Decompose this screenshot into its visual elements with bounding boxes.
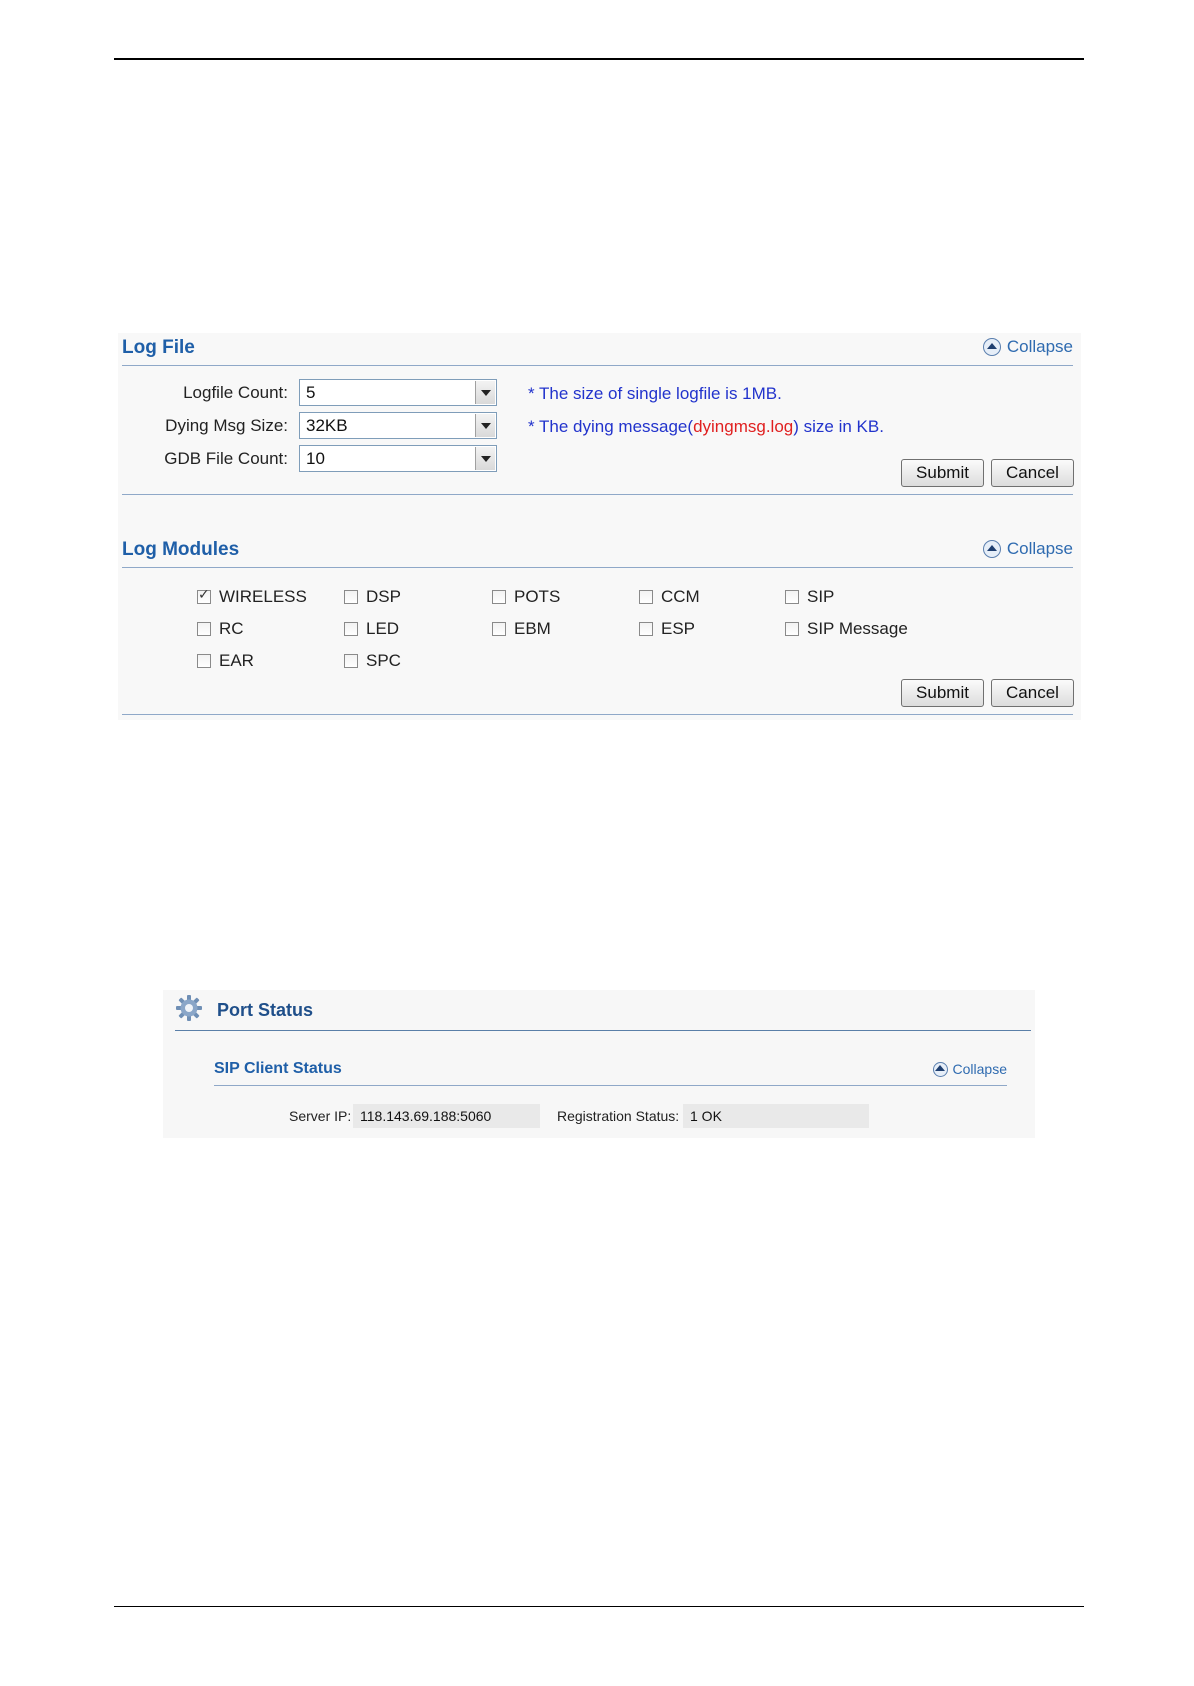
log-settings-panel [118,333,1081,720]
module-checkbox-led[interactable] [344,619,399,639]
module-label: EAR [219,651,254,670]
log-modules-bottom-rule [122,714,1073,715]
log-file-header [122,333,1073,366]
logfile-count-select[interactable] [299,379,497,406]
checkbox-icon[interactable] [344,590,358,604]
module-checkbox-rc[interactable] [197,619,244,639]
gdb-file-count-label: GDB File Count: [164,449,288,468]
checkbox-icon[interactable] [492,590,506,604]
checkbox-checked-icon[interactable] [197,590,211,604]
chevron-down-icon[interactable] [475,414,495,437]
log-modules-cancel-button[interactable]: Cancel [991,679,1074,707]
log-modules-collapse-button[interactable] [983,539,1073,559]
log-file-collapse-button[interactable] [983,337,1073,357]
log-modules-title: Log Modules [122,539,240,560]
logfile-size-note: * The size of single logfile is 1MB. [528,384,782,403]
registration-status-value: 1 OK [683,1104,869,1128]
gear-icon [175,994,203,1022]
log-file-bottom-rule [122,494,1073,495]
checkbox-icon[interactable] [639,590,653,604]
module-checkbox-pots[interactable] [492,587,560,607]
port-status-panel [163,990,1035,1138]
module-checkbox-ear[interactable] [197,651,254,671]
collapse-label: Collapse [1006,539,1073,558]
dying-msg-size-value: 32KB [306,416,348,435]
module-checkbox-sip-message[interactable] [785,619,908,639]
registration-status-label: Registration Status: [557,1108,680,1124]
collapse-label: Collapse [1006,337,1073,356]
module-label: RC [219,619,244,638]
module-checkbox-esp[interactable] [639,619,695,639]
module-label: SPC [366,651,401,670]
page-bottom-rule [114,1606,1084,1607]
module-label: LED [366,619,400,638]
module-checkbox-sip[interactable] [785,587,834,607]
module-checkbox-wireless[interactable] [197,587,307,607]
checkbox-icon[interactable] [344,622,358,636]
checkbox-icon[interactable] [197,622,211,636]
checkbox-icon[interactable] [639,622,653,636]
collapse-up-icon [983,338,1001,356]
module-label: WIRELESS [219,587,307,606]
module-label: ESP [661,619,696,638]
dying-msg-note-prefix: * The dying message( [528,417,694,436]
module-label: DSP [366,587,401,606]
checkbox-icon[interactable] [344,654,358,668]
log-modules-header [122,535,1073,568]
collapse-label: Collapse [952,1061,1007,1077]
page-top-rule [114,58,1084,60]
module-checkbox-ccm[interactable] [639,587,700,607]
module-label: SIP [807,587,835,606]
gdb-file-count-value: 10 [306,449,325,468]
sip-client-collapse-button[interactable] [933,1061,1007,1077]
dying-msg-note-suffix: ) size in KB. [793,417,884,436]
dying-msg-filename: dyingmsg.log [693,417,794,436]
module-label: EBM [514,619,551,638]
sip-client-status-title: SIP Client Status [214,1060,342,1077]
chevron-down-icon[interactable] [475,447,495,470]
checkbox-icon[interactable] [785,622,799,636]
module-label: SIP Message [807,619,908,638]
port-status-header [175,990,1031,1031]
checkbox-icon[interactable] [492,622,506,636]
collapse-up-icon [983,540,1001,558]
dying-msg-note [528,417,884,437]
log-file-title: Log File [122,337,195,358]
server-ip-value: 118.143.69.188:5060 [353,1104,540,1128]
gdb-file-count-select[interactable] [299,445,497,472]
log-file-submit-button[interactable]: Submit [901,459,984,487]
sip-client-status-header [214,1060,1007,1086]
checkbox-icon[interactable] [197,654,211,668]
logfile-count-label: Logfile Count: [183,383,288,402]
collapse-up-icon [933,1062,948,1077]
module-label: CCM [661,587,700,606]
module-checkbox-ebm[interactable] [492,619,551,639]
chevron-down-icon[interactable] [475,381,495,404]
port-status-title: Port Status [217,1000,314,1020]
module-checkbox-spc[interactable] [344,651,401,671]
log-file-cancel-button[interactable]: Cancel [991,459,1074,487]
dying-msg-size-label: Dying Msg Size: [165,416,288,435]
server-ip-label: Server IP: [289,1108,352,1124]
checkbox-icon[interactable] [785,590,799,604]
dying-msg-size-select[interactable] [299,412,497,439]
logfile-count-value: 5 [306,383,316,402]
module-label: POTS [514,587,561,606]
module-checkbox-dsp[interactable] [344,587,401,607]
log-modules-submit-button[interactable]: Submit [901,679,984,707]
